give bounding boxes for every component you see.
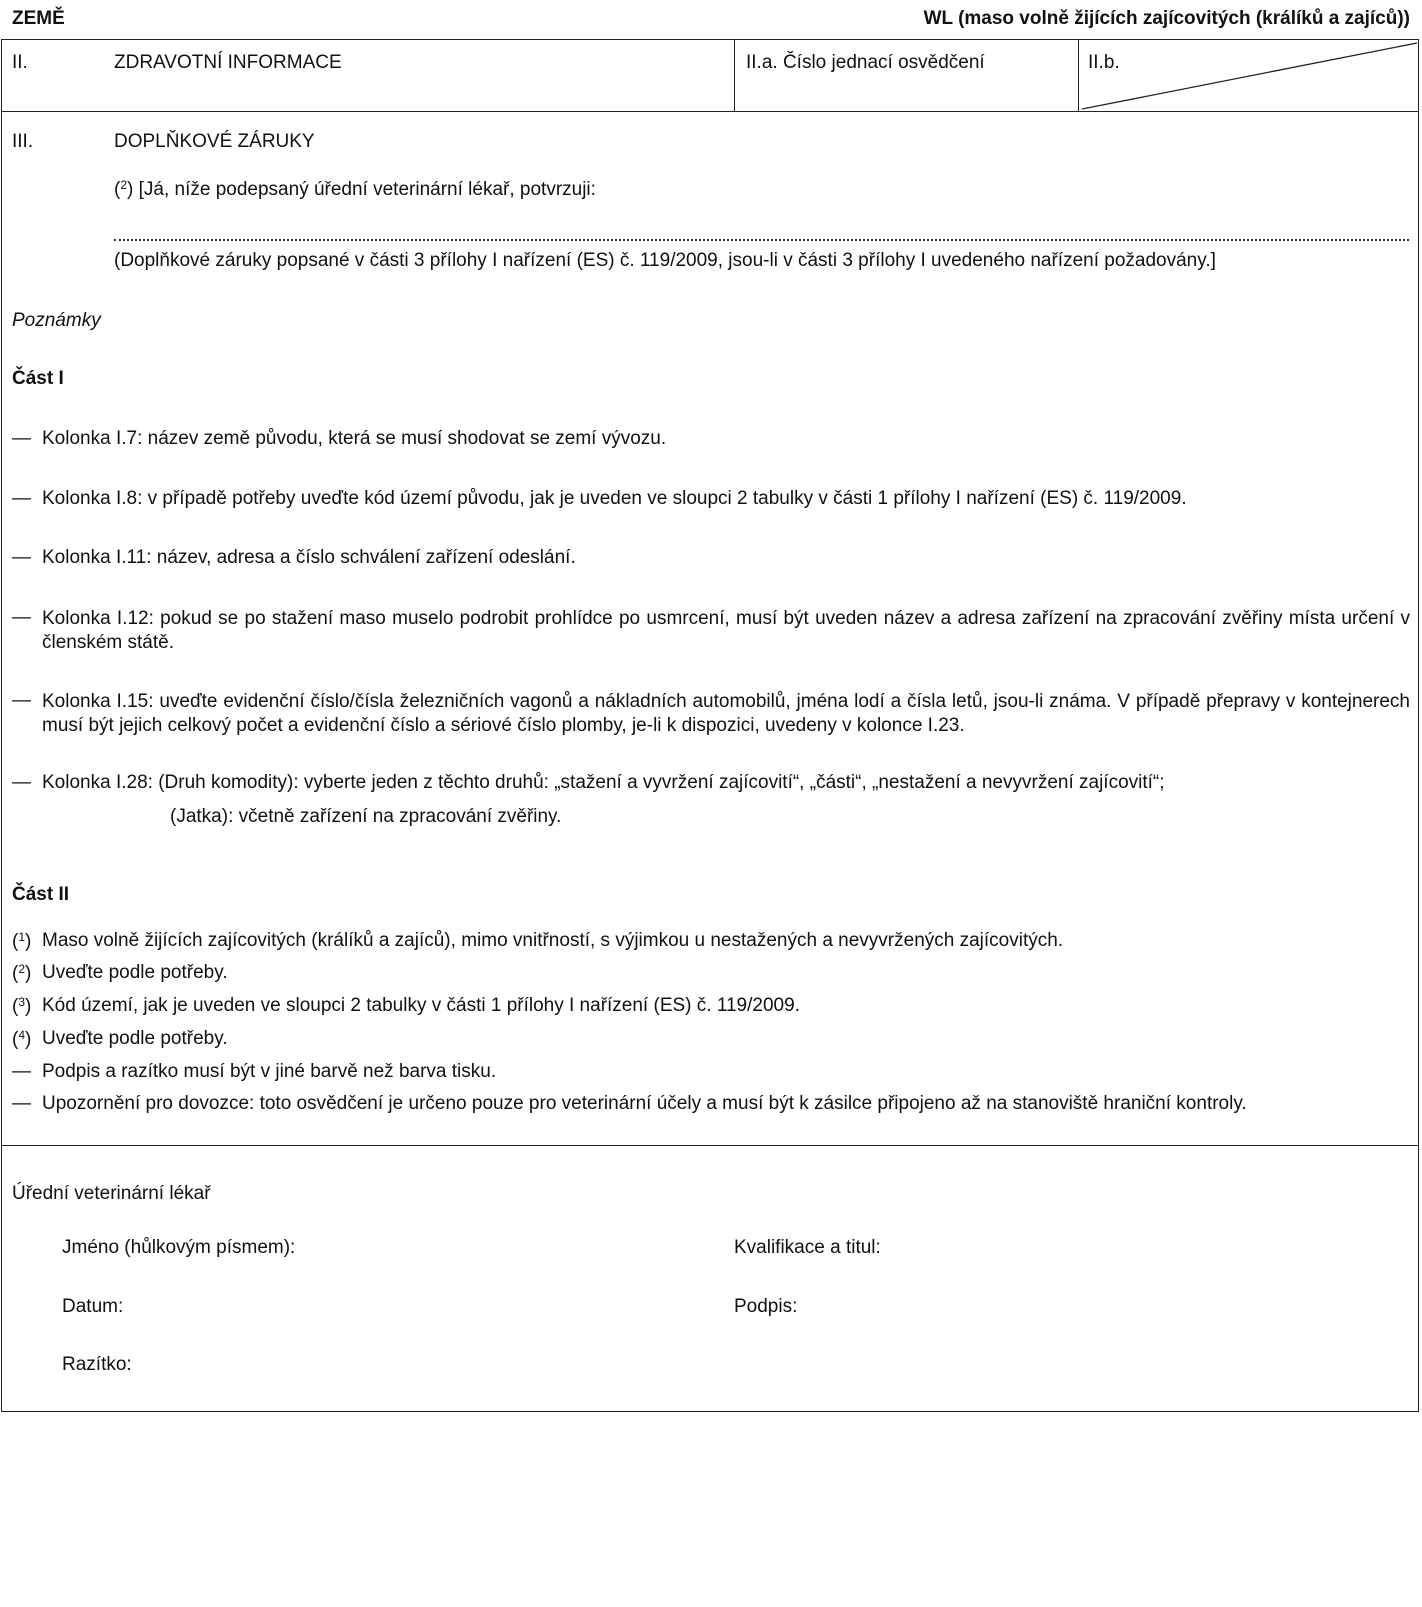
statement-text: [Já, níže podepsaný úřední veterinární lékař, potvrzuji: [138, 179, 596, 200]
notes-heading: Poznámky [12, 310, 101, 331]
header-certificate-model: WL (maso volně žijících zajícovitých (králíků a zajíců)) [923, 8, 1410, 29]
final-note: Podpis a razítko musí být v jiné barvě než barva tisku. [42, 1061, 497, 1082]
fill-in-dotted-line [114, 239, 1409, 241]
row-ii-divider [1, 111, 1419, 112]
note-item-continuation: (Jatka): včetně zařízení na zpracování zvěřiny. [170, 806, 562, 827]
dash-bullet: — [12, 690, 31, 711]
note-item: Kolonka I.11: název, adresa a číslo schválení zařízení odeslání. [42, 547, 576, 568]
footnote-text: Uveďte podle potřeby. [42, 962, 228, 983]
ii-b-label: II.b. [1088, 52, 1120, 73]
dash-bullet: — [12, 772, 31, 793]
footnote-2: ($^2$) [12, 962, 32, 984]
note-item: Kolonka I.28: (Druh komodity): vyberte jeden z těchto druhů: „stažení a vyvržení zajícovití“, „části“, „nestažení a nevyvržení zajícovití“; [42, 772, 1165, 793]
footnote-1: ($^1$) [12, 930, 32, 952]
footnote-mark: 2 [18, 962, 26, 976]
additional-guarantees-text: (Doplňkové záruky popsané v části 3 přílohy I nařízení (ES) č. 119/2009, jsou-li v části 3 přílohy I uvedeného nařízení požadovány.] [114, 250, 1216, 271]
qualification-label: Kvalifikace a titul: [734, 1237, 881, 1258]
ii-b-strike-line [1078, 39, 1419, 111]
header-country: ZEMĚ [12, 8, 65, 29]
dash-bullet: — [12, 547, 31, 568]
dash-bullet: — [12, 488, 31, 509]
section-iii-number: III. [12, 131, 34, 152]
footnote-4: ($^4$) [12, 1028, 32, 1050]
date-label: Datum: [62, 1296, 124, 1317]
footnote-text: Maso volně žijících zajícovitých (králíků a zajíců), mimo vnitřností, s výjimkou u nestažených a nevyvržených zajícovitých. [42, 930, 1064, 951]
note-item: Kolonka I.8: v případě potřeby uveďte kód území původu, jak je uveden ve sloupci 2 tabulky v části 1 přílohy I nařízení (ES) č. 119/2009. [42, 488, 1187, 509]
signature-label: Podpis: [734, 1296, 798, 1317]
section-ii-number: II. [12, 52, 28, 73]
official-vet-title: Úřední veterinární lékař [12, 1183, 211, 1204]
footnote-mark: 1 [18, 930, 26, 944]
note-item: Kolonka I.7: název země původu, která se musí shodovat se zemí vývozu. [42, 428, 667, 449]
signature-divider [1, 1145, 1419, 1146]
footnote-text: Kód území, jak je uveden ve sloupci 2 tabulky v části 1 přílohy I nařízení (ES) č. 119/2009. [42, 995, 800, 1016]
footnote-mark: 4 [18, 1028, 26, 1042]
note-item: Kolonka I.12: pokud se po stažení maso muselo podrobit prohlídce po usmrcení, musí být uveden název a adresa zařízení na zpracování zvěřiny místa určení v členském státě. [42, 608, 1410, 653]
certificate-reference-label: II.a. Číslo jednací osvědčení [746, 52, 985, 73]
final-note: Upozornění pro dovozce: toto osvědčení je určeno pouze pro veterinární účely a musí být k zásilce připojeno až na stanoviště hraniční kontroly. [42, 1093, 1247, 1114]
dash-bullet: — [12, 428, 31, 449]
note-item: Kolonka I.15: uveďte evidenční číslo/čísla železničních vagonů a nákladních automobilů, jména lodí a čísla letů, jsou-li známa. V případě přepravy v kontejnerech musí být jejich celkový počet a evidenční číslo a sériové číslo plomby, je-li k dispozici, uvedeny v kolonce I.23. [42, 691, 1410, 736]
stamp-label: Razítko: [62, 1354, 132, 1375]
footnote-mark: 2 [120, 178, 128, 192]
name-label: Jméno (hůlkovým písmem): [62, 1237, 296, 1258]
section-iii-statement: ($^2$) [Já, níže podepsaný úřední veterinární lékař, potvrzuji: [114, 178, 596, 200]
footnote-mark: 3 [18, 995, 26, 1009]
section-iii-title: DOPLŇKOVÉ ZÁRUKY [114, 131, 315, 152]
footnote-text: Uveďte podle potřeby. [42, 1028, 228, 1049]
part-ii-heading: Část II [12, 884, 70, 905]
dash-bullet: — [12, 607, 31, 628]
section-ii-title: ZDRAVOTNÍ INFORMACE [114, 52, 342, 73]
footnote-3: ($^3$) [12, 995, 32, 1017]
row-ii-col-divider-a [734, 39, 735, 111]
dash-bullet: — [12, 1093, 31, 1114]
dash-bullet: — [12, 1061, 31, 1082]
part-i-heading: Část I [12, 368, 64, 389]
